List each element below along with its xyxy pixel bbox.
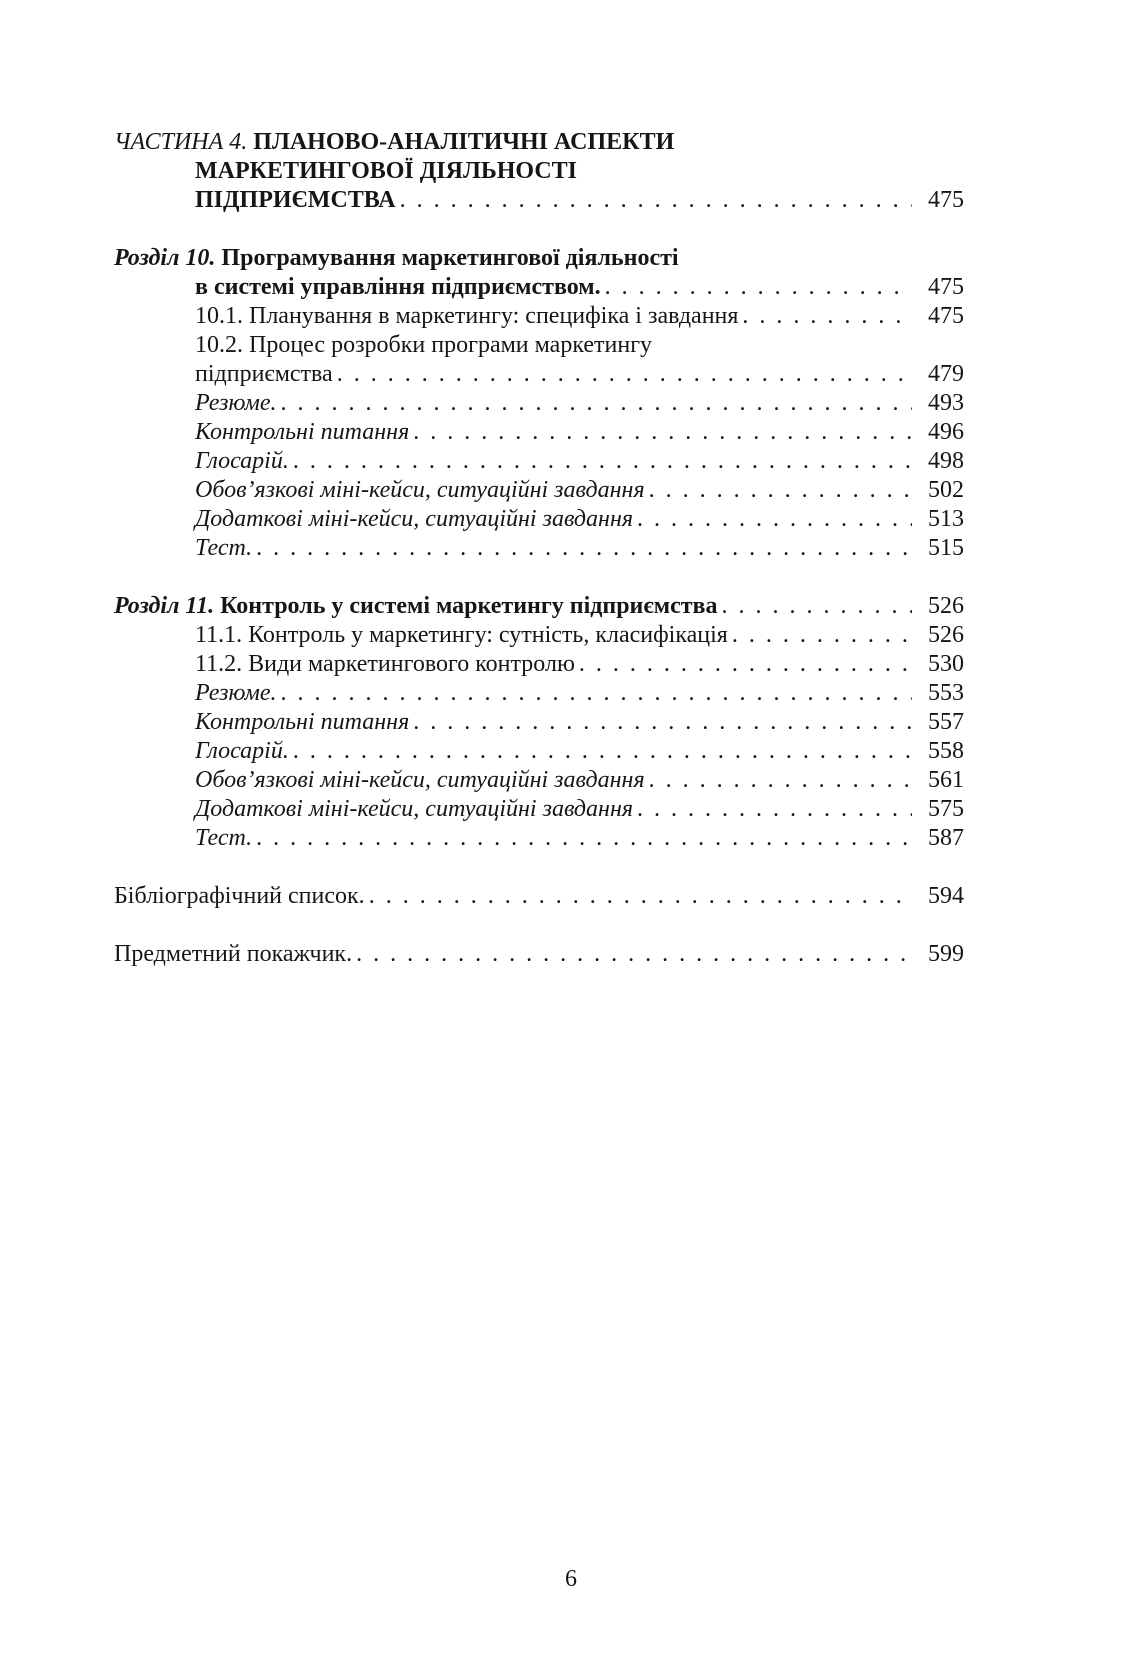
toc-entry-text [114,882,365,911]
toc-page-number: 530 [928,651,964,677]
toc-line-entry [114,331,964,360]
toc-text-segment: Програмування маркетингової діяльності [221,245,679,271]
toc-entry-text [195,157,577,186]
toc-page-number: 561 [928,767,964,793]
toc-line-entry [114,650,964,679]
toc-page-number: 553 [928,680,964,706]
toc-line-chapter-heading [114,273,964,302]
toc-text-segment: Обов’язкові міні-кейси, ситуаційні завдання [195,477,645,503]
dot-leader [289,737,912,766]
toc-text-segment: Резюме. [195,680,277,706]
toc-text-segment: Додаткові міні-кейси, ситуаційні завдання [195,796,634,822]
toc-text-segment: підприємства [195,361,333,387]
toc-entry-text [195,186,396,215]
toc-line-entry [114,824,964,853]
toc-page-number: 594 [928,883,964,909]
dot-leader [645,766,912,795]
toc-entry-text [195,476,645,505]
dot-leader [409,708,912,737]
toc-page-number: 493 [928,390,964,416]
toc-page-number: 475 [928,187,964,213]
dot-leader [718,592,912,621]
toc-page-number: 502 [928,477,964,503]
dot-leader [728,621,912,650]
toc-text-segment: 11.1. Контроль у маркетингу: сутність, класифікація [195,622,728,648]
toc-page-number: 526 [928,622,964,648]
toc-text-segment: Глосарій. [195,738,289,764]
toc-entry-text [114,592,718,621]
toc-line-entry [114,302,964,331]
toc-line-entry [114,795,964,824]
toc-line-part-heading [114,128,964,157]
toc-line-entry [114,505,964,534]
dot-leader [352,940,912,969]
toc-page-number: 479 [928,361,964,387]
toc-line-part-heading [114,157,964,186]
toc-text-segment: Предметний покажчик. [114,941,353,967]
toc-line-entry [114,447,964,476]
toc-page-number: 557 [928,709,964,735]
toc-text-segment: 10.2. Процес розробки програми маркетингу [195,332,653,358]
page-number: 6 [565,1566,577,1592]
toc-line-entry [114,418,964,447]
toc-entry-text [114,244,679,273]
toc-page-number: 515 [928,535,964,561]
toc-page-number: 498 [928,448,964,474]
toc-entry-text [195,679,276,708]
toc-line-entry [114,534,964,563]
toc-text-segment: Обов’язкові міні-кейси, ситуаційні завдання [195,767,645,793]
toc-entry-text [195,824,252,853]
toc-page-number: 475 [928,303,964,329]
dot-leader [252,534,912,563]
toc-page-number: 526 [928,593,964,619]
dot-leader [633,505,912,534]
toc-entry-text [195,447,289,476]
toc-entry-text [114,128,674,157]
toc-entry-text [195,766,645,795]
toc-line-entry [114,360,964,389]
toc-line-entry [114,389,964,418]
toc-entry-text [195,737,289,766]
toc-entry-text [195,795,633,824]
dot-leader [289,447,912,476]
dot-leader [409,418,912,447]
toc-text-segment: 11.2. Види маркетингового контролю [195,651,575,677]
toc-entry-text [195,650,575,679]
toc-text-segment: 10.1. Планування в маркетингу: специфіка і завдання [195,303,739,329]
toc-text-segment: Контрольні питання [195,709,410,735]
toc-text-segment: Тест. [195,825,253,851]
table-of-contents [114,128,964,969]
toc-text-segment: в системі управління підприємством. [195,274,601,300]
dot-leader [396,186,912,215]
dot-leader [633,795,912,824]
toc-page-number: 587 [928,825,964,851]
toc-text-segment: Бібліографічний список. [114,883,365,909]
dot-leader [276,389,912,418]
toc-line-part-heading [114,186,964,215]
toc-page-number: 475 [928,274,964,300]
toc-entry-text [195,331,652,360]
toc-entry-text [195,273,601,302]
toc-text-segment: МАРКЕТИНГОВОЇ ДІЯЛЬНОСТІ [195,158,577,184]
toc-entry-text [195,302,738,331]
dot-leader [333,360,912,389]
toc-text-segment: ПІДПРИЄМСТВА [195,187,396,213]
toc-line-chapter-heading [114,244,964,273]
toc-entry-text [195,534,252,563]
dot-leader [738,302,912,331]
toc-line-entry [114,679,964,708]
toc-text-segment: Розділ 10. [114,245,222,271]
toc-line-backmatter [114,940,964,969]
toc-entry-text [195,708,409,737]
toc-text-segment: Глосарій. [195,448,289,474]
toc-text-segment: Резюме. [195,390,277,416]
dot-leader [645,476,912,505]
toc-text-segment: Контрольні питання [195,419,410,445]
dot-leader [601,273,912,302]
toc-text-segment: ПЛАНОВО-АНАЛІТИЧНІ АСПЕКТИ [253,129,675,155]
toc-line-entry [114,476,964,505]
toc-entry-text [195,389,276,418]
toc-line-entry [114,766,964,795]
dot-leader [252,824,912,853]
toc-entry-text [195,360,333,389]
toc-page-number: 575 [928,796,964,822]
toc-page-number: 496 [928,419,964,445]
toc-text-segment: Тест. [195,535,253,561]
toc-line-backmatter [114,882,964,911]
toc-text-segment: Розділ 11. [114,593,221,619]
toc-line-chapter-heading [114,592,964,621]
toc-line-entry [114,621,964,650]
toc-line-entry [114,708,964,737]
toc-line-entry [114,737,964,766]
dot-leader [276,679,912,708]
toc-entry-text [114,940,352,969]
toc-text-segment: Контроль у системі маркетингу підприємства [220,593,718,619]
toc-entry-text [195,621,728,650]
dot-leader [365,882,912,911]
toc-page-number: 558 [928,738,964,764]
toc-text-segment: Додаткові міні-кейси, ситуаційні завдання [195,506,634,532]
toc-page-number: 599 [928,941,964,967]
toc-entry-text [195,418,409,447]
dot-leader [575,650,912,679]
toc-entry-text [195,505,633,534]
toc-page-number: 513 [928,506,964,532]
toc-text-segment: ЧАСТИНА 4. [114,129,254,155]
